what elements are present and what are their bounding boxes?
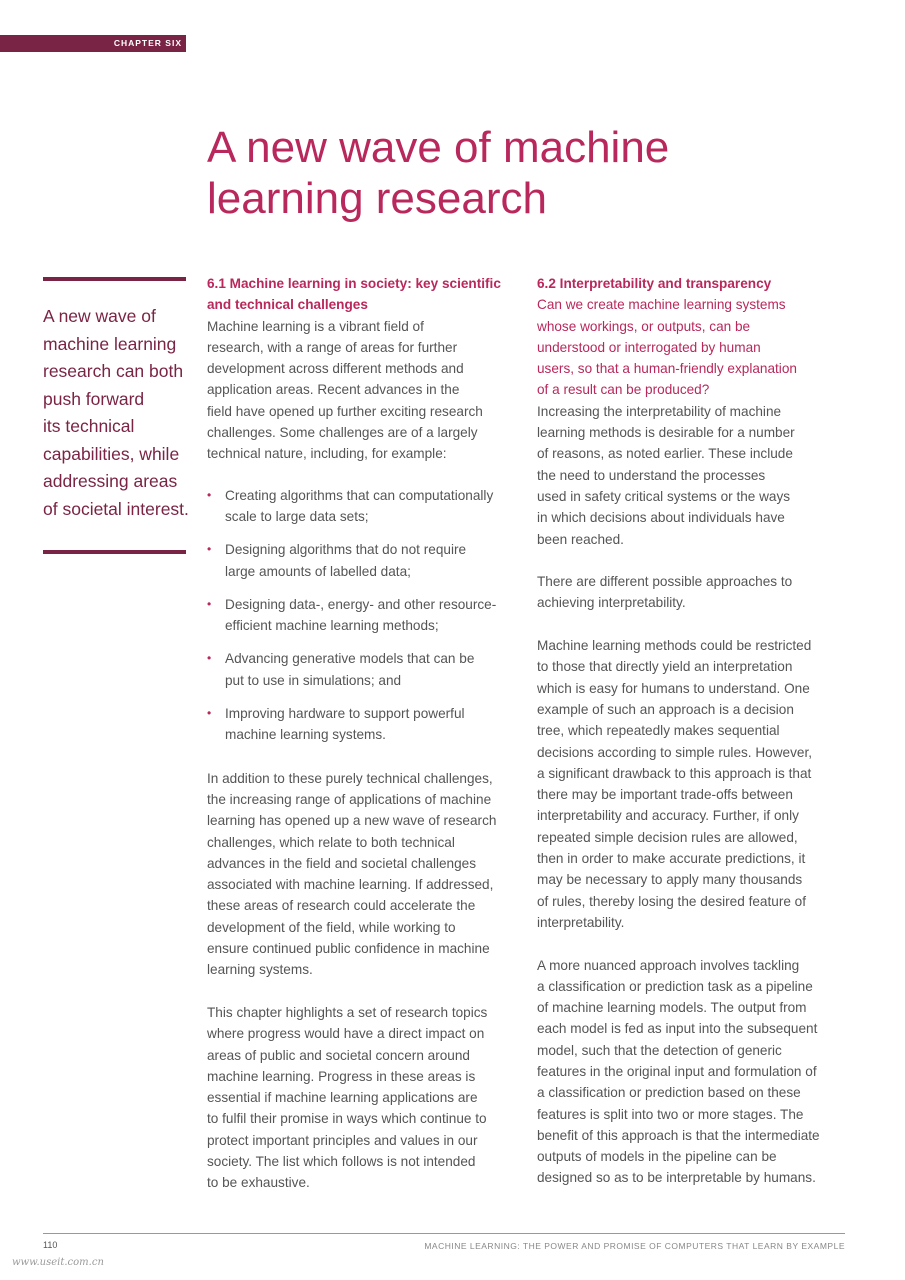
text-line: used in safety critical systems or the ways [537, 488, 791, 504]
text-line: large amounts of labelled data; [225, 563, 411, 579]
text-line: whose workings, or outputs, can be [537, 318, 751, 334]
section-6-1-heading [207, 273, 527, 316]
text-line: to be exhaustive. [207, 1175, 310, 1191]
text-line: of reasons, as noted earlier. These include [537, 446, 793, 462]
pullquote-rule-bottom [43, 550, 186, 554]
pullquote-line: push forward [43, 388, 145, 409]
pullquote-line: of societal interest. [43, 498, 189, 519]
text-line: learning systems. [207, 962, 313, 978]
text-line: features is split into two or more stages. The [537, 1106, 804, 1122]
text-line: decisions according to simple rules. However, [537, 744, 813, 760]
pullquote [43, 303, 203, 523]
pullquote-line: addressing areas [43, 471, 178, 491]
text-line: the increasing range of applications of machine [207, 791, 492, 807]
text-line: interpretability. [537, 914, 625, 930]
text-line: ensure continued public confidence in machine [207, 941, 490, 957]
text-line: understood or interrogated by human [537, 339, 761, 355]
text-line: the need to understand the processes [537, 467, 766, 483]
text-line: a classification or prediction based on these [537, 1085, 801, 1101]
text-line: been reached. [537, 531, 624, 547]
text-line: each model is fed as input into the subsequent [537, 1021, 818, 1037]
column-left [207, 273, 527, 1215]
text-line: In addition to these purely technical challenges, [207, 770, 493, 786]
text-line: • Advancing generative models that can be [225, 651, 475, 667]
text-line: A more nuanced approach involves tackling [537, 957, 800, 973]
text-line: benefit of this approach is that the intermediate [537, 1127, 820, 1143]
text-line: learning methods is desirable for a number [537, 425, 795, 441]
text-line: in which decisions about individuals have [537, 510, 785, 526]
text-line: advances in the field and societal challenges [207, 855, 477, 871]
running-footer-title: MACHINE LEARNING: THE POWER AND PROMISE OF COMPUTERS THAT LEARN BY EXAMPLE [424, 1241, 845, 1251]
pullquote-line: A new wave of [43, 306, 156, 326]
text-line: machine learning systems. [225, 727, 386, 743]
text-line: put to use in simulations; and [225, 672, 402, 688]
text-line: efficient machine learning methods; [225, 618, 439, 634]
section-6-1-paragraph-2 [207, 768, 527, 981]
text-line: • Designing data-, energy- and other resource- [225, 596, 497, 612]
text-line: research, with a range of areas for further [207, 339, 458, 355]
text-line: then in order to make accurate predictions, it [537, 851, 806, 867]
text-line: a significant drawback to this approach is that [537, 765, 812, 781]
watermark: www.useit.com.cn [12, 1257, 104, 1268]
text-line: associated with machine learning. If addressed, [207, 877, 494, 893]
text-line: example of such an approach is a decision [537, 701, 794, 717]
text-line: learning has opened up a new wave of research [207, 813, 497, 829]
text-line: machine learning. Progress in these areas is [207, 1068, 476, 1084]
text-line: of machine learning models. The output from [537, 1000, 807, 1016]
text-line: repeated simple decision rules are allowed, [537, 829, 798, 845]
text-line: development of the field, while working to [207, 919, 456, 935]
text-line: Machine learning methods could be restricted [537, 638, 812, 654]
page-number: 110 [43, 1240, 58, 1250]
text-line: features in the original input and formulation of [537, 1063, 817, 1079]
text-line: This chapter highlights a set of research topics [207, 1004, 488, 1020]
title-line: learning research [207, 174, 547, 223]
text-line: Increasing the interpretability of machine [537, 403, 782, 419]
text-line: users, so that a human-friendly explanation [537, 361, 797, 377]
page-title [207, 122, 867, 224]
section-6-2-lead-question [537, 294, 857, 400]
text-line: Machine learning is a vibrant field of [207, 318, 424, 334]
text-line: society. The list which follows is not intended [207, 1153, 476, 1169]
text-line: designed so as to be interpretable by humans. [537, 1170, 816, 1186]
text-line: these areas of research could accelerate the [207, 898, 476, 914]
text-line: to those that directly yield an interpretation [537, 659, 793, 675]
pullquote-line: machine learning [43, 333, 177, 354]
challenge-list [207, 485, 527, 746]
pullquote-line: research can both [43, 361, 184, 381]
text-line: essential if machine learning applications are [207, 1090, 478, 1106]
text-line: tree, which repeatedly makes sequential [537, 723, 780, 739]
column-right [537, 273, 857, 1210]
text-line: application areas. Recent advances in the [207, 382, 460, 398]
heading-line: 6.1 Machine learning in society: key scientific [207, 276, 501, 291]
list-item [207, 648, 527, 691]
text-line: There are different possible approaches to [537, 574, 793, 590]
text-line: there may be important trade-offs between [537, 787, 793, 803]
text-line: development across different methods and [207, 361, 464, 377]
section-6-2-paragraph-3 [537, 635, 857, 933]
text-line: scale to large data sets; [225, 508, 369, 524]
text-line: a classification or prediction task as a pipeline [537, 978, 813, 994]
text-line: of rules, thereby losing the desired feature of [537, 893, 807, 909]
text-line: field have opened up further exciting research [207, 403, 483, 419]
text-line: outputs of models in the pipeline can be [537, 1149, 777, 1165]
text-line: • Improving hardware to support powerful [225, 706, 465, 722]
section-6-1-paragraph-3 [207, 1002, 527, 1194]
text-line: • Creating algorithms that can computationally [225, 487, 494, 503]
heading-line: and technical challenges [207, 297, 368, 313]
section-6-2-heading: 6.2 Interpretability and transparency [537, 276, 772, 291]
section-6-2-paragraph-4 [537, 955, 857, 1189]
chapter-label: CHAPTER SIX [0, 35, 186, 52]
list-item [207, 485, 527, 528]
text-line: where progress would have a direct impact on [207, 1026, 485, 1042]
text-line: model, such that the detection of generic [537, 1042, 782, 1058]
text-line: challenges. Some challenges are of a largely [207, 425, 478, 441]
text-line: may be necessary to apply many thousands [537, 872, 803, 888]
section-6-1-intro [207, 316, 527, 465]
pullquote-line: capabilities, while [43, 443, 180, 464]
list-item [207, 539, 527, 582]
pullquote-line: its technical [43, 416, 135, 436]
text-line: interpretability and accuracy. Further, if only [537, 808, 799, 824]
text-line: protect important principles and values in our [207, 1132, 478, 1148]
section-6-2-paragraph-1 [537, 401, 857, 550]
text-line: challenges, which relate to both technical [207, 834, 455, 850]
title-line: A new wave of machine [207, 123, 670, 172]
text-line: technical nature, including, for example: [207, 446, 447, 462]
text-line: areas of public and societal concern around [207, 1047, 470, 1063]
text-line: achieving interpretability. [537, 595, 686, 611]
text-line: of a result can be produced? [537, 382, 710, 398]
list-item [207, 703, 527, 746]
text-line: • Designing algorithms that do not require [225, 542, 467, 558]
pullquote-rule-top [43, 277, 186, 281]
list-item [207, 594, 527, 637]
section-6-2-paragraph-2 [537, 571, 857, 614]
text-line: to fulfil their promise in ways which continue to [207, 1111, 487, 1127]
footer-divider [43, 1233, 845, 1234]
text-line: which is easy for humans to understand. One [537, 680, 810, 696]
text-line: Can we create machine learning systems [537, 297, 786, 313]
